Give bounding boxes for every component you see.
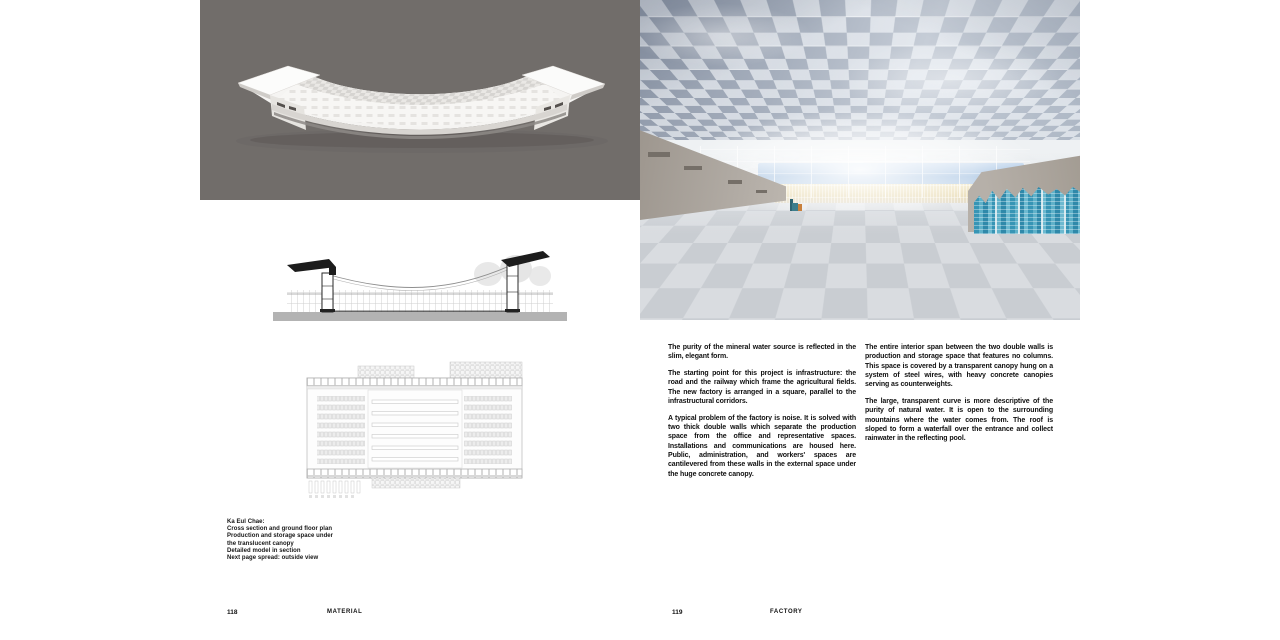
wall-opening — [756, 190, 767, 193]
paragraph: The starting point for this project is infrastructure: the road and the railway which frame the agricultural fields. The new factory is arranged in a square, parallel to the infrastructural corridors. — [668, 370, 856, 405]
wall-opening — [728, 180, 742, 184]
forklift-load — [798, 204, 802, 211]
cross-section-drawing — [273, 248, 567, 322]
paragraph: A typical problem of the factory is noise. It is solved with two thick double walls which separate the production space from the office and representative spaces. Installations and communications are housed here. Public, administration, and workers' spaces are cantilevered from these walls in the external space under the huge concrete canopy. — [668, 414, 856, 478]
body-column-1 — [668, 343, 856, 486]
paragraph: The purity of the mineral water source is reflected in the slim, elegant form. — [668, 344, 856, 361]
model-photo-figure — [200, 0, 640, 200]
corner-vignette — [640, 0, 1080, 180]
caption-line: Detailed model in section — [227, 547, 301, 554]
paragraph: The entire interior span between the two double walls is production and storage space that features no columns. This space is covered by a transparent canopy hung on a system of steel wires, with heavy concrete canopies serving as counterweights. — [865, 344, 1053, 389]
forklift — [788, 197, 802, 214]
chapter-label-right: FACTORY — [770, 609, 803, 615]
caption-line: Cross section and ground floor plan — [227, 526, 333, 533]
interior-rendering-figure — [640, 0, 1080, 320]
chapter-label-left: MATERIAL — [327, 609, 363, 615]
caption-line: Ka Eul Chae: — [227, 519, 265, 525]
caption-line: Next page spread: outside view — [227, 555, 319, 562]
page-number-left: 118 — [227, 609, 238, 616]
section-drawing-figure — [273, 248, 567, 322]
image-caption — [227, 519, 333, 562]
paragraph: The large, transparent curve is more descriptive of the purity of natural water. It is open to the surrounding mountains where the water comes from. The roof is sloped to form a waterfall over the entrance and collect rainwater in the reflecting pool. — [865, 397, 1053, 443]
floor-plan-figure — [300, 350, 525, 510]
caption-line: the translucent canopy — [227, 540, 294, 547]
ground-floor-plan-drawing — [300, 350, 525, 510]
caption-line: Production and storage space under — [227, 533, 334, 540]
body-column-2 — [865, 343, 1053, 451]
page-number-right: 119 — [672, 609, 683, 616]
canopy-model-photo — [200, 0, 640, 200]
